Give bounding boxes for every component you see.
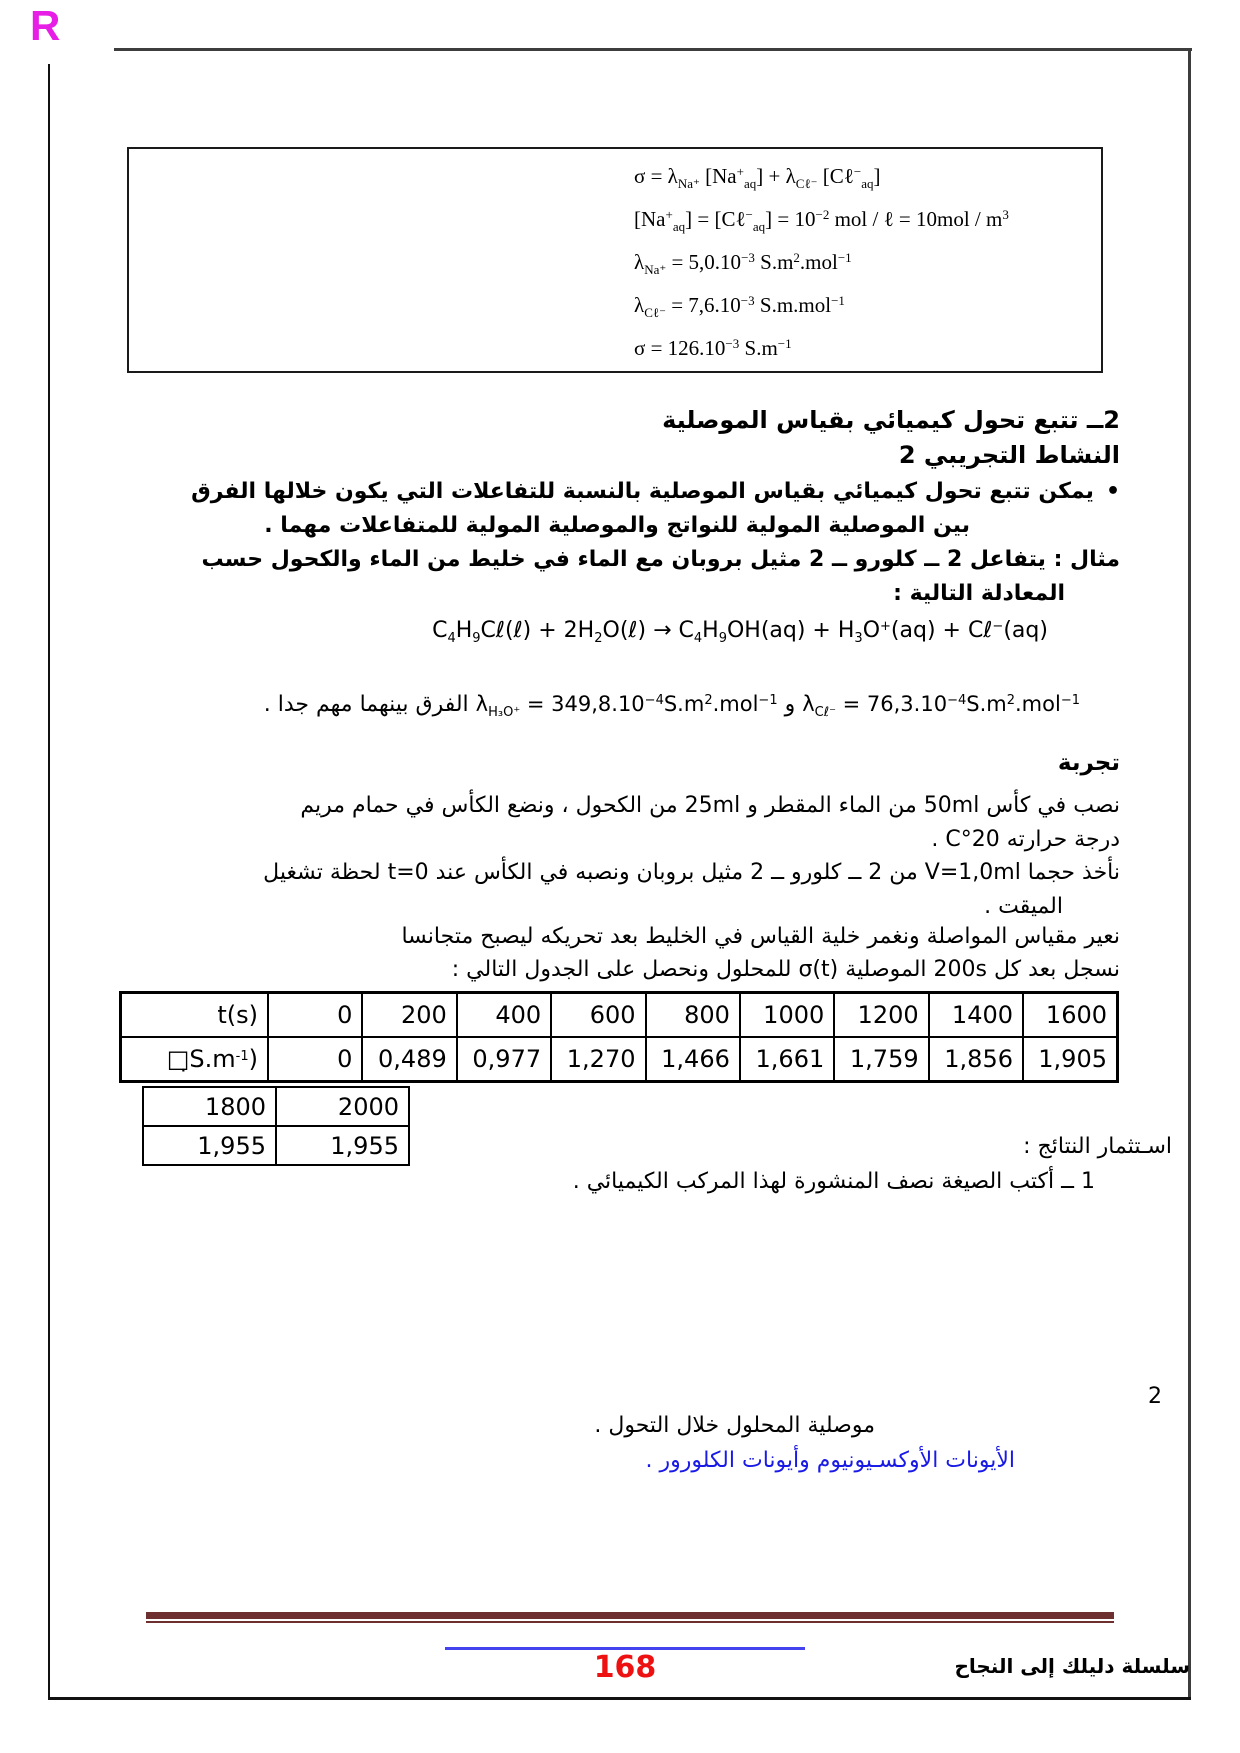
formula-lambda-na: $\lambda_{Na^+} = 5,0.10^{-3}$ $S.m^2.mol^{-1}$ [634,250,852,277]
table-cell: 1,270 [551,1037,645,1082]
table-cell: 1800 [143,1087,276,1126]
frame-bottom-rule [48,1697,1191,1700]
extra-row-sigma [143,1126,409,1165]
results-heading: اسـتثمار النتائج : [1023,1134,1172,1159]
measurements-table-extra [142,1086,410,1166]
experiment-heading: تجربة [1057,750,1120,776]
time-label-cell: t(s) [121,993,269,1038]
table-cell: 600 [551,993,645,1038]
formula-lambda-cl: $\lambda_{C\ell^-} = 7,6.10^{-3}$ S.m.mol$^{-1}$ [634,293,845,320]
answer-line2-blue: الأيونات الأوكسـيونيوم وأيونات الكلورور . [645,1448,1015,1473]
table-cell: 0 [268,993,362,1038]
table-cell: 1,955 [276,1126,409,1165]
footer-brand: سلسلة دليلك إلى النجاح [954,1654,1190,1678]
table-cell: 1400 [929,993,1023,1038]
bullet-icon: • [1105,479,1120,504]
lambda-comparison: $\lambda_{C\ell^-} = 76,3.10^{-4}S.m^2.mol^{-1}$ و $\lambda_{H_3O^+} = 349,8.10^{-4}S.m^2.mol^{-1}$ الفرق بينهما مهم جدا . [263,692,1080,720]
frame-top-rule [114,48,1192,51]
answer-number: 2 [1148,1384,1162,1409]
question-1: 1 ــ أكتب الصيغة نصف المنشورة لهذا المركب الكيميائي . [572,1169,1095,1194]
example-line1: مثال : يتفاعل 2 ــ كلورو ــ 2 مثيل بروبان مع الماء في خليط من الماء والكحول حسب [201,547,1120,572]
frame-right-rule [1188,48,1191,1700]
formula-concentrations: $[Na^+_{aq}]$ = [Cℓ−$_{aq}$] = $10^{-2}$ mol / ℓ = $10mol / m^3$ [634,207,1009,234]
table-cell: 0,977 [457,1037,551,1082]
experiment-line1: نصب في كأس 50ml من الماء المقطر و 25ml من الكحول ، ونضع الكأس في حمام مريم [300,793,1120,818]
table-cell: 1,905 [1023,1037,1118,1082]
experiment-line5: نعير مقياس المواصلة ونغمر خلية القياس في الخليط بعد تحريكه ليصبح متجانسا [401,924,1120,949]
experiment-line2: درجة حرارته 20°C . [931,827,1120,852]
table-cell: 400 [457,993,551,1038]
chemical-equation: $C_4H_9C\ell(\ell)$ + $2H_2O(\ell) \to C_4H_9OH(aq) + H_3O^+(aq)$ + Cℓ−(aq) [432,618,1048,646]
formula-sigma-value: $\sigma = 126.10^{-3}$ $S.m^{-1}$ [634,336,792,360]
table-cell: 1,856 [929,1037,1023,1082]
sigma-label-cell: $□̣S.m^{-1}$) [121,1037,269,1082]
table-cell: 0,489 [362,1037,456,1082]
table-cell: 1600 [1023,993,1118,1038]
table-cell: 1,661 [740,1037,834,1082]
frame-left-rule [48,64,50,1700]
section-heading: 2ــ تتبع تحول كيميائي بقياس الموصلية [662,406,1120,434]
extra-row-time [143,1087,409,1126]
experiment-line3: نأخذ حجما V=1,0ml من 2 ــ كلورو ــ 2 مثيل بروبان ونصبه في الكأس عند t=0 لحظة تشغيل [263,860,1120,885]
table-row-time [121,993,1118,1038]
experiment-line6: نسجل بعد كل 200s الموصلية σ(t) للمحلول ونحصل على الجدول التالي : [451,957,1120,982]
bullet-paragraph-line1 [140,476,1120,508]
example-line2: المعادلة التالية : [893,581,1065,606]
table-cell: 200 [362,993,456,1038]
answer-line1: موصلية المحلول خلال التحول . [594,1413,875,1438]
page-number: 168 [593,1650,657,1685]
table-cell: 1,466 [646,1037,740,1082]
table-cell: 2000 [276,1087,409,1126]
footer-maroon-rule [146,1612,1114,1623]
formula-box [127,147,1103,373]
table-cell: 1200 [834,993,928,1038]
experiment-line4: الميقت . [984,894,1063,919]
activity-heading: النشاط التجريبي 2 [898,441,1120,469]
table-row-sigma [121,1037,1118,1082]
table-cell: 1000 [740,993,834,1038]
measurements-table [119,991,1119,1083]
bullet-text: يمكن تتبع تحول كيميائي بقياس الموصلية بالنسبة للتفاعلات التي يكون خلالها الفرق [191,479,1094,504]
table-cell: 800 [646,993,740,1038]
logo-r: R [30,2,61,49]
formula-sigma-sum: $\sigma = \lambda_{Na^+}$ $[Na^+_{aq}] + \lambda_{C\ell^-}$ [Cℓ−$_{aq}$] [634,164,881,191]
table-cell: 1,759 [834,1037,928,1082]
bullet-paragraph-line2: بين الموصلية المولية للنواتج والموصلية المولية للمتفاعلات مهما . [264,513,970,538]
table-cell: 0 [268,1037,362,1082]
table-cell: 1,955 [143,1126,276,1165]
